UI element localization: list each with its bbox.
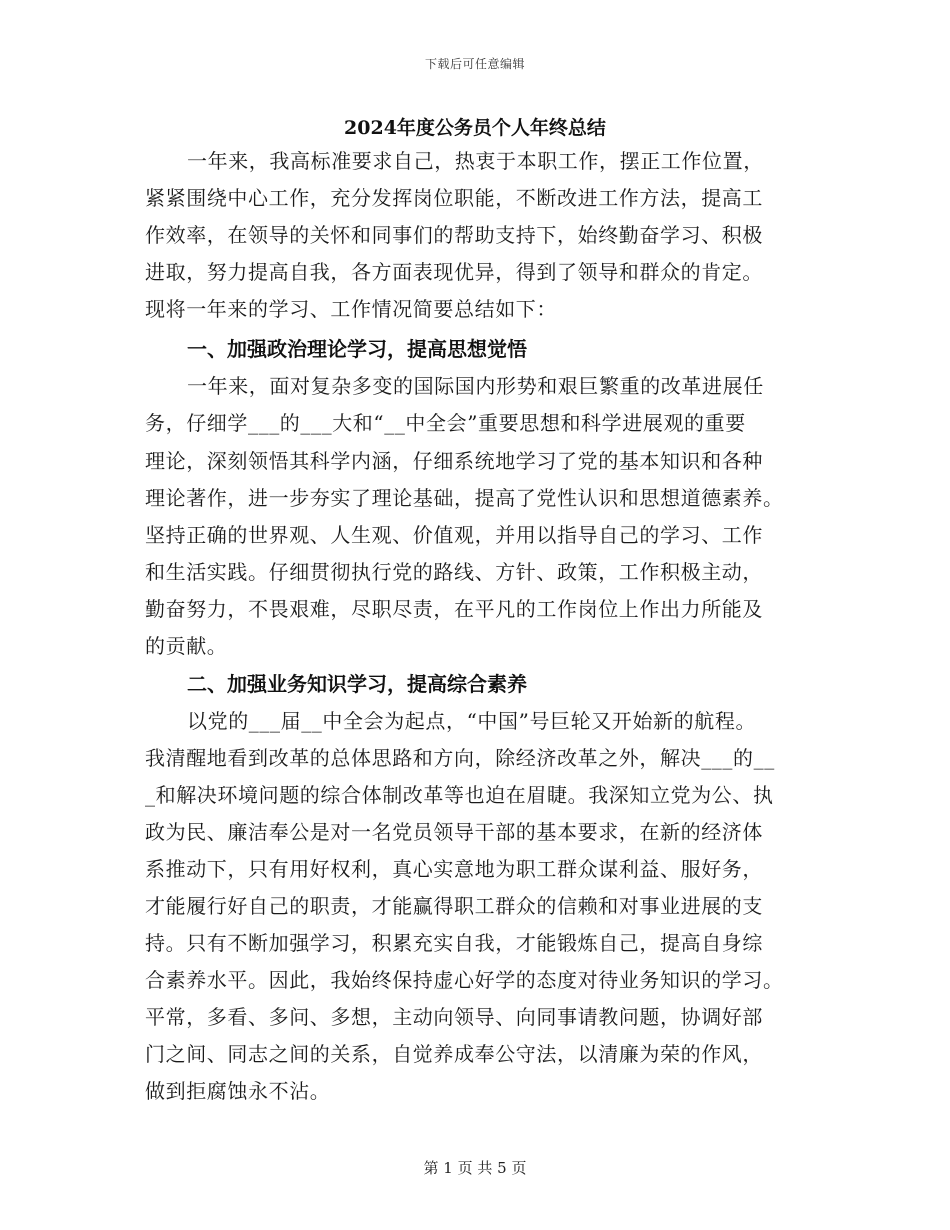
section-heading: 二、加强业务知识学习，提高综合素养	[187, 672, 527, 696]
intro-line: 现将一年来的学习、工作情况简要总结如下：	[145, 297, 557, 321]
paragraph-line: 系推动下，只有用好权利，真心实意地为职工群众谋利益、服好务，	[145, 857, 763, 881]
paragraph-line: 门之间、同志之间的关系，自觉养成奉公守法，以清廉为荣的作风，	[145, 1042, 763, 1066]
paragraph-line: 理论著作，进一步夯实了理论基础，提高了党性认识和思想道德素养。	[145, 486, 784, 510]
intro-line: 进取，努力提高自我，各方面表现优异，得到了领导和群众的肯定。	[145, 260, 763, 284]
page-number: 第 1 页 共 5 页	[423, 1159, 527, 1177]
header-note: 下载后可任意编辑	[424, 57, 525, 71]
paragraph-line: 合素养水平。因此，我始终保持虚心好学的态度对待业务知识的学习。	[145, 968, 784, 992]
paragraph-line: 才能履行好自己的职责，才能赢得职工群众的信赖和对事业进展的支	[145, 894, 763, 918]
paragraph-line: 坚持正确的世界观、人生观、价值观，并用以指导自己的学习、工作	[145, 523, 763, 547]
intro-line: 紧紧围绕中心工作，充分发挥岗位职能，不断改进工作方法，提高工	[145, 186, 763, 210]
intro-line: 一年来，我高标准要求自己，热衷于本职工作，摆正工作位置，	[187, 149, 764, 173]
section-heading: 一、加强政治理论学习，提高思想觉悟	[187, 337, 527, 361]
paragraph-line: _和解决环境问题的综合体制改革等也迫在眉睫。我深知立党为公、执	[145, 783, 774, 807]
document-title: 2024年度公务员个人年终总结	[344, 117, 606, 139]
paragraph-line: 勤奋努力，不畏艰难，尽职尽责，在平凡的工作岗位上作出力所能及	[145, 597, 763, 621]
paragraph-line: 持。只有不断加强学习，积累充实自我，才能锻炼自己，提高自身综	[145, 931, 763, 955]
paragraph-line: 以党的___届__中全会为起点，“中国”号巨轮又开始新的航程。	[187, 709, 757, 733]
paragraph-line: 我清醒地看到改革的总体思路和方向，除经济改革之外，解决___的__	[145, 746, 775, 770]
paragraph-line: 的贡献。	[145, 634, 228, 658]
paragraph-line: 理论，深刻领悟其科学内涵，仔细系统地学习了党的基本知识和各种	[145, 449, 763, 473]
paragraph-line: 务，仔细学___的___大和“__中全会”重要思想和科学进展观的重要	[145, 411, 746, 435]
paragraph-line: 和生活实践。仔细贯彻执行党的路线、方针、政策，工作积极主动，	[145, 560, 763, 584]
paragraph-line: 平常，多看、多问、多想，主动向领导、向同事请教问题，协调好部	[145, 1005, 763, 1029]
paragraph-line: 政为民、廉洁奉公是对一名党员领导干部的基本要求，在新的经济体	[145, 820, 763, 844]
intro-line: 作效率，在领导的关怀和同事们的帮助支持下，始终勤奋学习、积极	[145, 223, 763, 247]
paragraph-line: 一年来，面对复杂多变的国际国内形势和艰巨繁重的改革进展任	[187, 374, 764, 398]
paragraph-line: 做到拒腐蚀永不沾。	[145, 1079, 331, 1103]
